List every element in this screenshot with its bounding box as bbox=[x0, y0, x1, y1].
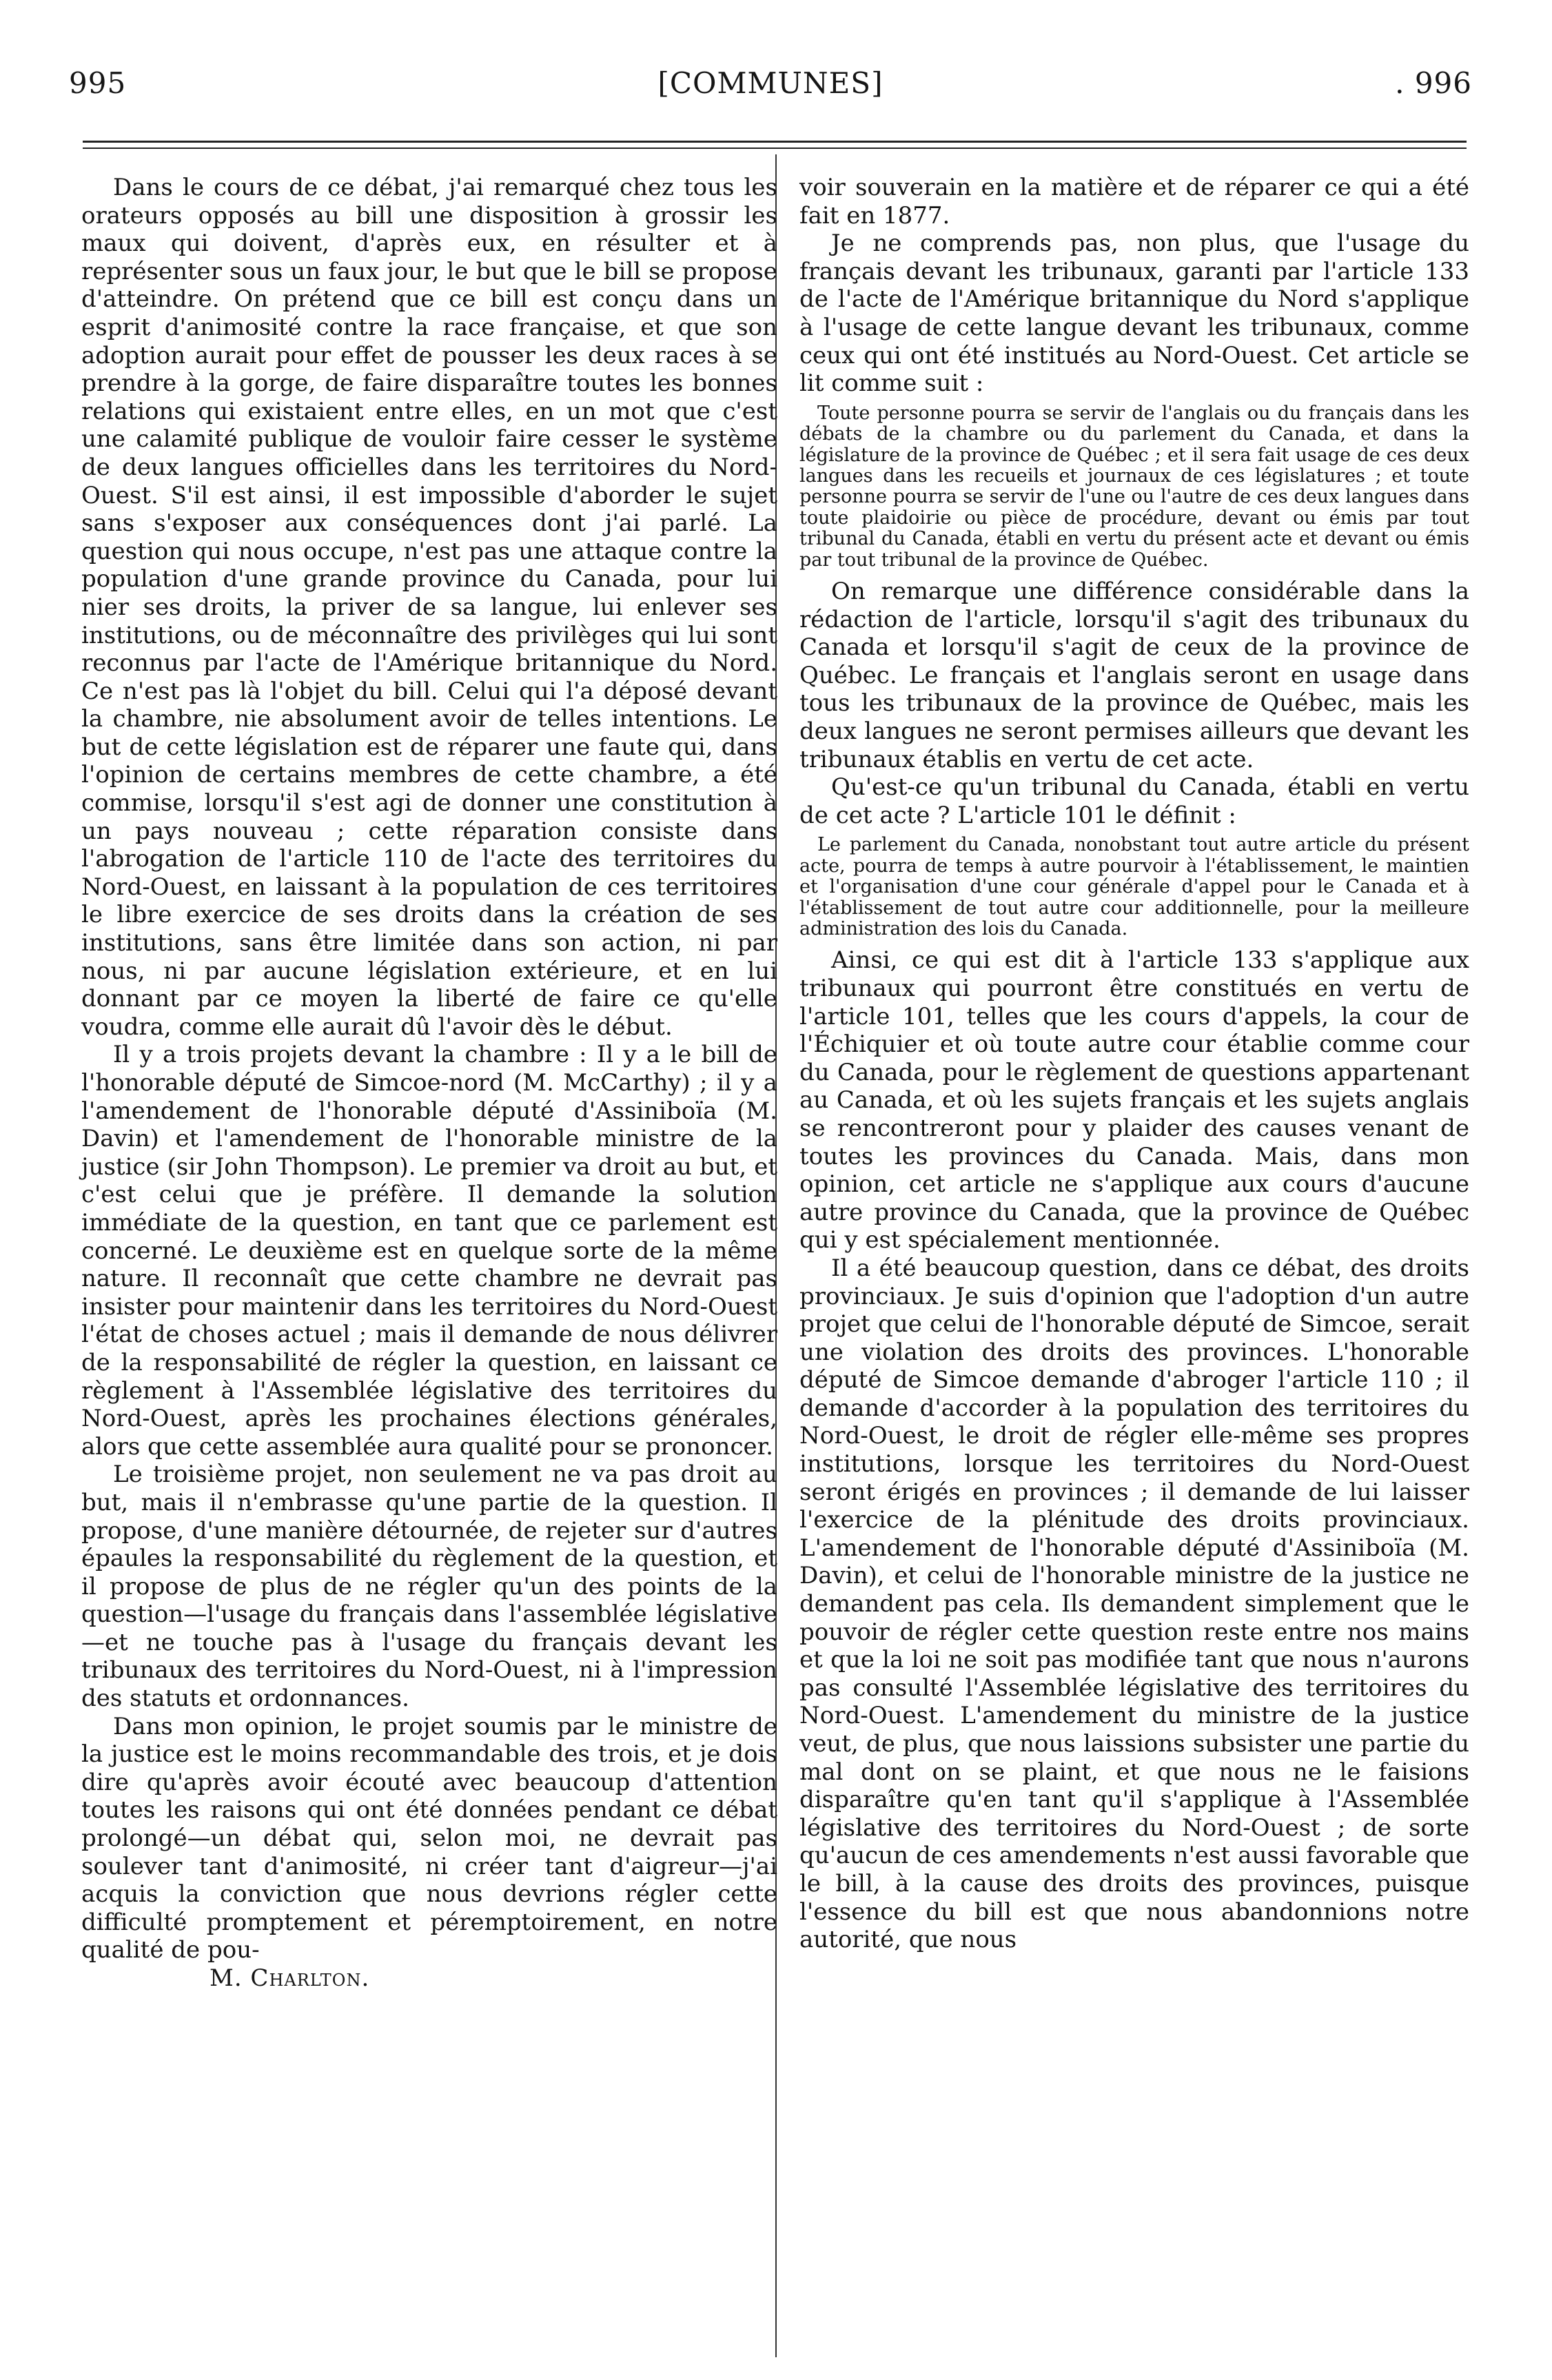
quoted-article-133 bbox=[799, 403, 1469, 571]
page-number-left: 995 bbox=[69, 66, 127, 100]
right-column bbox=[799, 174, 1469, 1954]
quote-text-1: Toute personne pourra se servir de l'anglais ou du français dans les débats de la chambre ou du parlement du Canada, et dans la législature de la province de Québec ; et il sera fait usage de ces deux langues dans les recueils et journaux de ces législatures ; et toute personne pourra se servir de l'une ou l'autre de ces deux langues dans toute plaidoirie ou pièce de procédure, devant ou émis par tout tribunal du Canada, établi en vertu du présent acte et devant ou émis par tout tribunal de la province de Québec. bbox=[799, 402, 1469, 571]
left-paragraph-4: Dans mon opinion, le projet soumis par le ministre de la justice est le moins recommandable des trois, et je dois dire qu'après avoir écouté avec beaucoup d'attention toutes les raisons qui ont été données pendant ce débat prolongé—un débat qui, selon moi, ne devrait pas soulever tant d'animosité, ni créer tant d'aigreur—j'ai acquis la conviction que nous devrions régler cette difficulté promptement et péremptoirement, en notre qualité de pou- bbox=[81, 1712, 777, 1964]
left-column bbox=[81, 174, 777, 1993]
running-title: [COMMUNES] bbox=[657, 66, 884, 100]
header-rule-top bbox=[83, 141, 1467, 143]
right-paragraph-3: On remarque une différence considérable dans la rédaction de l'article, lorsqu'il s'agit des tribunaux du Canada et lorsqu'il s'agit de ceux de la province de Québec. Le français et l'anglais seront en usage dans tous les tribunaux de la province de Québec, mais les deux langues ne seront permises ailleurs que devant les tribunaux établis en vertu de cet acte. bbox=[799, 578, 1469, 773]
speaker-signature: M. Charlton. bbox=[210, 1964, 370, 1992]
quoted-article-101 bbox=[799, 835, 1469, 939]
left-paragraph-3: Le troisième projet, non seulement ne va pas droit au but, mais il n'embrasse qu'une partie de la question. Il propose, d'une manière détournée, de rejeter sur d'autres épaules la responsabilité du règlement de la question, et il propose de plus de ne régler qu'un des points de la question—l'usage du français dans l'assemblée législative—et ne touche pas à l'usage du français devant les tribunaux des territoires du Nord-Ouest, ni à l'impression des statuts et ordonnances. bbox=[81, 1461, 777, 1713]
right-paragraph-4: Qu'est-ce qu'un tribunal du Canada, établi en vertu de cet acte ? L'article 101 le définit : bbox=[799, 773, 1469, 829]
left-paragraph-1: Dans le cours de ce débat, j'ai remarqué chez tous les orateurs opposés au bill une disposition à grossir les maux qui doivent, d'après eux, en résulter et à représenter sous un faux jour, le but que le bill se propose d'atteindre. On prétend que ce bill est conçu dans un esprit d'animosité contre la race française, et que son adoption aurait pour effet de pousser les deux races à se prendre à la gorge, de faire disparaître toutes les bonnes relations qui existaient entre elles, en un mot que c'est une calamité publique de vouloir faire cesser le système de deux langues officielles dans les territoires du Nord-Ouest. S'il est ainsi, il est impossible d'aborder le sujet sans s'exposer aux conséquences dont j'ai parlé. La question qui nous occupe, n'est pas une attaque contre la population d'une grande province du Canada, pour lui nier ses droits, la priver de sa langue, lui enlever ses institutions, ou de méconnaître des privilèges qui lui sont reconnus par l'acte de l'Amérique britannique du Nord. Ce n'est pas là l'objet du bill. Celui qui l'a déposé devant la chambre, nie absolument avoir de telles intentions. Le but de cette législation est de réparer une faute qui, dans l'opinion de certains membres de cette chambre, a été commise, lorsqu'il s'est agi de donner une constitution à un pays nouveau ; cette réparation consiste dans l'abrogation de l'article 110 de l'acte des territoires du Nord-Ouest, en laissant à la population de ces territoires le libre exercice de ses droits dans la création de ses institutions, sans être limitée dans son action, ni par nous, ni par aucune législation extérieure, et en lui donnant par ce moyen la liberté de faire ce qu'elle voudra, comme elle aurait dû l'avoir dès le début. bbox=[81, 174, 777, 1041]
page-number-right: . 996 bbox=[1395, 66, 1472, 100]
right-paragraph-2: Je ne comprends pas, non plus, que l'usage du français devant les tribunaux, garanti par l'article 133 de l'acte de l'Amérique britannique du Nord s'applique à l'usage de cette langue devant les tribunaux, comme ceux qui ont été institués au Nord-Ouest. Cet article se lit comme suit : bbox=[799, 230, 1469, 398]
quote-text-2: Le parlement du Canada, nonobstant tout autre article du présent acte, pourra de temps à autre pourvoir à l'établissement, le maintien et l'organisation d'une cour générale d'appel pour le Canada et à l'établissement de tout autre cour additionnelle, pour la meilleure administration des lois du Canada. bbox=[799, 834, 1469, 939]
page-header bbox=[69, 66, 1472, 114]
header-rule-bottom bbox=[83, 148, 1467, 149]
right-paragraph-5: Ainsi, ce qui est dit à l'article 133 s'applique aux tribunaux qui pourront être constitués en vertu de l'article 101, telles que les cours d'appels, la cour de l'Échiquier et où toute autre cour établie comme cour du Canada, pour le règlement de questions appartenant au Canada, et où les sujets français et les sujets anglais se rencontreront pour y plaider des causes venant de toutes les provinces du Canada. Mais, dans mon opinion, cet article ne s'applique aux cours d'aucune autre province du Canada, que la province de Québec qui y est spécialement mentionnée. bbox=[799, 946, 1469, 1254]
right-paragraph-6: Il a été beaucoup question, dans ce débat, des droits provinciaux. Je suis d'opinion que l'adoption d'un autre projet que celui de l'honorable député de Simcoe, serait une violation des droits des provinces. L'honorable député de Simcoe demande d'abroger l'article 110 ; il demande d'accorder à la population des territoires du Nord-Ouest, le droit de régler elle-même ses propres institutions, lorsque les territoires du Nord-Ouest seront érigés en provinces ; il demande de lui laisser l'exercice de la plénitude des droits provinciaux. L'amendement de l'honorable député d'Assiniboïa (M. Davin), et celui de l'honorable ministre de la justice ne demandent pas cela. Ils demandent simplement que le pouvoir de régler cette question reste entre nos mains et que la loi ne soit pas modifiée tant que nous n'aurons pas consulté l'Assemblée législative des territoires du Nord-Ouest. L'amendement du ministre de la justice veut, de plus, que nous laissions subsister une partie du mal dont on se plaint, et que nous ne le faisions disparaître qu'en tant qu'il s'applique à l'Assemblée législative des territoires du Nord-Ouest ; de sorte qu'aucun de ces amendements n'est aussi favorable que le bill, à la cause des droits des provinces, puisque l'essence du bill est que nous abandonnions notre autorité, que nous bbox=[799, 1254, 1469, 1954]
right-opening-paragraph: voir souverain en la matière et de réparer ce qui a été fait en 1877. bbox=[799, 174, 1469, 230]
left-paragraph-2: Il y a trois projets devant la chambre : Il y a le bill de l'honorable député de Simcoe-nord (M. McCarthy) ; il y a l'amendement de l'honorable député d'Assiniboïa (M. Davin) et l'amendement de l'honorable ministre de la justice (sir John Thompson). Le premier va droit au but, et c'est celui que je préfère. Il demande la solution immédiate de la question, en tant que ce parlement est concerné. Le deuxième est en quelque sorte de la même nature. Il reconnaît que cette chambre ne devrait pas insister pour maintenir dans les territoires du Nord-Ouest l'état de choses actuel ; mais il demande de nous délivrer de la responsabilité de régler la question, en laissant ce règlement à l'Assemblée législative des territoires du Nord-Ouest, après les prochaines élections générales, alors que cette assemblée aura qualité pour se prononcer. bbox=[81, 1041, 777, 1461]
